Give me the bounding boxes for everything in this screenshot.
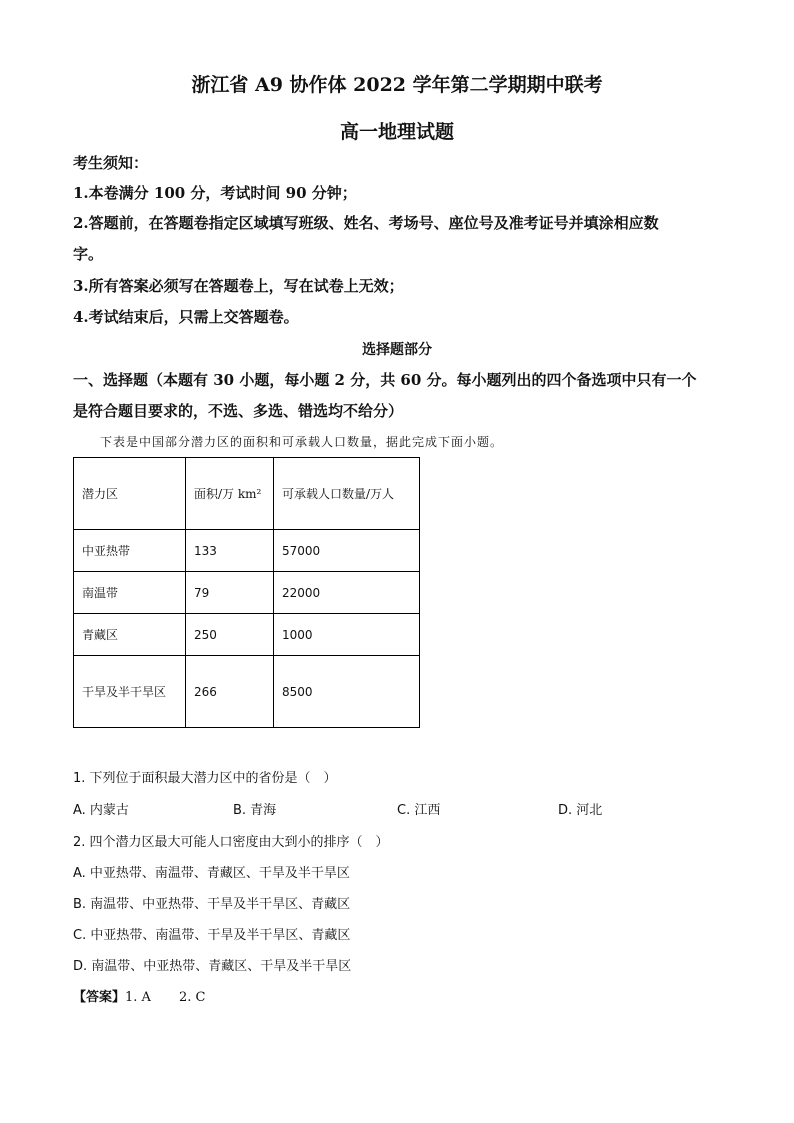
answer-line	[73, 986, 205, 1005]
instruction-item: 3.所有答案必须写在答题卷上，写在试卷上无效；	[73, 277, 404, 295]
table-cell: 1000	[274, 614, 420, 656]
answer-item: 1. A	[125, 990, 151, 1005]
section-instructions-line1: 一、选择题（本题有 30 小题，每小题 2 分，共 60 分。每小题列出的四个备选项中只有一个	[73, 371, 697, 389]
table-header-cell: 可承载人口数量/万人	[274, 458, 420, 530]
table-row	[74, 530, 420, 572]
question-option: D. 南温带、中亚热带、青藏区、干旱及半干旱区	[73, 959, 352, 974]
instruction-item: 字。	[73, 245, 104, 263]
potential-region-table	[73, 457, 420, 728]
question-option: C. 江西	[397, 803, 441, 818]
answer-item: 2. C	[178, 990, 206, 1005]
table-cell: 青藏区	[74, 614, 186, 656]
instruction-item: 2.答题前，在答题卷指定区域填写班级、姓名、考场号、座位号及准考证号并填涂相应数	[73, 214, 659, 232]
question-option: C. 中亚热带、南温带、干旱及半干旱区、青藏区	[73, 928, 351, 943]
question-option: A. 内蒙古	[73, 803, 129, 818]
table-intro: 下表是中国部分潜力区的面积和可承载人口数量，据此完成下面小题。	[100, 435, 504, 449]
table-row	[74, 656, 420, 728]
question-option: A. 中亚热带、南温带、青藏区、干旱及半干旱区	[73, 866, 350, 881]
table-header-cell: 潜力区	[74, 458, 186, 530]
section-instructions-line2: 是符合题目要求的，不选、多选、错选均不给分）	[73, 402, 404, 420]
table-cell: 22000	[274, 572, 420, 614]
page-subtitle: 高一地理试题	[339, 121, 454, 143]
table-cell: 8500	[274, 656, 420, 728]
table-cell: 中亚热带	[74, 530, 186, 572]
section-title: 选择题部分	[362, 342, 432, 358]
question-option: D. 河北	[558, 803, 603, 818]
table-row	[74, 614, 420, 656]
table-cell: 79	[186, 572, 274, 614]
table-cell: 南温带	[74, 572, 186, 614]
table-cell: 57000	[274, 530, 420, 572]
table-cell: 干旱及半干旱区	[74, 656, 186, 728]
instruction-item: 1.本卷满分 100 分，考试时间 90 分钟；	[73, 184, 357, 202]
table-cell: 266	[186, 656, 274, 728]
question-stem: 2. 四个潜力区最大可能人口密度由大到小的排序（ ）	[73, 835, 389, 850]
question-stem: 1. 下列位于面积最大潜力区中的省份是（ ）	[73, 771, 337, 786]
table-cell: 250	[186, 614, 274, 656]
table-header-row	[74, 458, 420, 530]
table-row	[74, 572, 420, 614]
instruction-item: 4.考试结束后，只需上交答题卷。	[73, 308, 299, 326]
page-title: 浙江省 A9 协作体 2022 学年第二学期期中联考	[191, 74, 603, 96]
table-cell: 133	[186, 530, 274, 572]
question-option: B. 青海	[233, 803, 277, 818]
question-option: B. 南温带、中亚热带、干旱及半干旱区、青藏区	[73, 897, 351, 912]
answer-label: 【答案】	[73, 990, 126, 1005]
instructions-heading: 考生须知：	[73, 154, 149, 172]
table-header-cell: 面积/万 km²	[186, 458, 274, 530]
